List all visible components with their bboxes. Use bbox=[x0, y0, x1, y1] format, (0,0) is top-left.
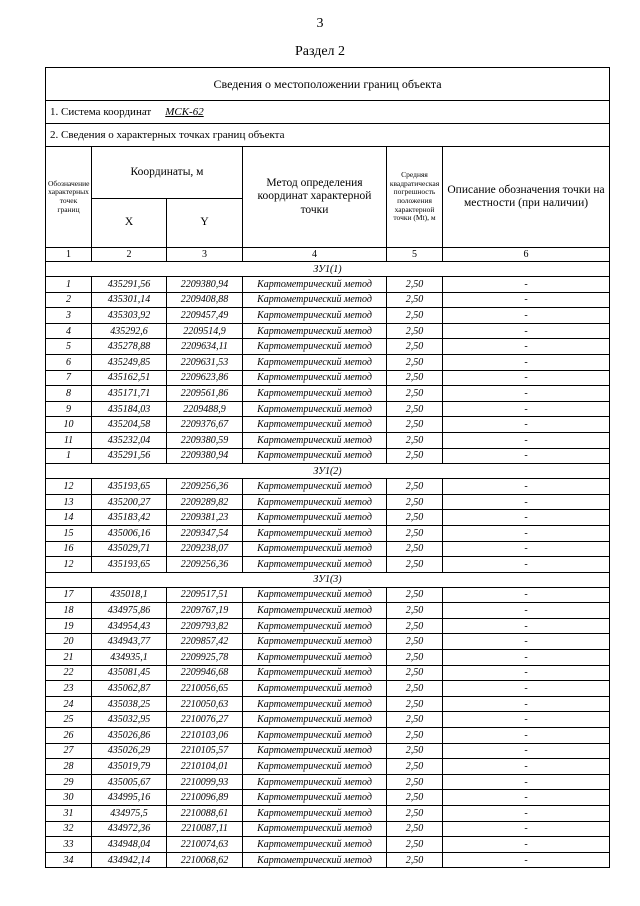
method-cell: Картометрический метод bbox=[243, 494, 387, 510]
mse-cell: 2,50 bbox=[387, 759, 443, 775]
mse-cell: 2,50 bbox=[387, 712, 443, 728]
group-row bbox=[46, 464, 610, 479]
method-cell: Картометрический метод bbox=[243, 323, 387, 339]
group-name: ЗУ1(1) bbox=[46, 262, 610, 277]
table-row bbox=[46, 759, 610, 775]
x-coord-cell: 434942,14 bbox=[92, 852, 167, 868]
mse-cell: 2,50 bbox=[387, 790, 443, 806]
point-id-cell: 30 bbox=[46, 790, 92, 806]
description-cell: - bbox=[443, 323, 610, 339]
description-cell: - bbox=[443, 370, 610, 386]
method-cell: Картометрический метод bbox=[243, 837, 387, 853]
y-coord-cell: 2209857,42 bbox=[167, 634, 243, 650]
table-row bbox=[46, 634, 610, 650]
x-coord-cell: 435026,29 bbox=[92, 743, 167, 759]
table-row bbox=[46, 681, 610, 697]
y-coord-cell: 2210103,06 bbox=[167, 728, 243, 744]
point-id-cell: 25 bbox=[46, 712, 92, 728]
table-row bbox=[46, 308, 610, 324]
description-cell: - bbox=[443, 837, 610, 853]
description-cell: - bbox=[443, 743, 610, 759]
y-coord-cell: 2209289,82 bbox=[167, 494, 243, 510]
table-row bbox=[46, 401, 610, 417]
x-coord-cell: 435081,45 bbox=[92, 665, 167, 681]
y-coord-cell: 2209376,67 bbox=[167, 417, 243, 433]
mse-cell: 2,50 bbox=[387, 837, 443, 853]
point-id-cell: 1 bbox=[46, 448, 92, 464]
description-cell: - bbox=[443, 587, 610, 603]
group-row bbox=[46, 262, 610, 277]
mse-cell: 2,50 bbox=[387, 339, 443, 355]
method-cell: Картометрический метод bbox=[243, 525, 387, 541]
table-row bbox=[46, 650, 610, 666]
y-coord-cell: 2209256,36 bbox=[167, 479, 243, 495]
mse-cell: 2,50 bbox=[387, 308, 443, 324]
description-cell: - bbox=[443, 401, 610, 417]
method-cell: Картометрический метод bbox=[243, 759, 387, 775]
description-cell: - bbox=[443, 525, 610, 541]
point-id-cell: 10 bbox=[46, 417, 92, 433]
method-cell: Картометрический метод bbox=[243, 821, 387, 837]
point-id-cell: 5 bbox=[46, 339, 92, 355]
method-cell: Картометрический метод bbox=[243, 743, 387, 759]
x-coord-cell: 435006,16 bbox=[92, 525, 167, 541]
y-coord-cell: 2209631,53 bbox=[167, 354, 243, 370]
description-cell: - bbox=[443, 308, 610, 324]
method-cell: Картометрический метод bbox=[243, 308, 387, 324]
col-number: 4 bbox=[243, 248, 387, 262]
table-row bbox=[46, 323, 610, 339]
mse-cell: 2,50 bbox=[387, 806, 443, 822]
y-coord-cell: 2209946,68 bbox=[167, 665, 243, 681]
x-coord-cell: 435029,71 bbox=[92, 541, 167, 557]
table-row bbox=[46, 821, 610, 837]
description-cell: - bbox=[443, 603, 610, 619]
mse-cell: 2,50 bbox=[387, 386, 443, 402]
y-coord-cell: 2209925,78 bbox=[167, 650, 243, 666]
mse-cell: 2,50 bbox=[387, 650, 443, 666]
table-row bbox=[46, 603, 610, 619]
method-cell: Картометрический метод bbox=[243, 448, 387, 464]
description-cell: - bbox=[443, 354, 610, 370]
method-cell: Картометрический метод bbox=[243, 479, 387, 495]
y-coord-cell: 2210056,65 bbox=[167, 681, 243, 697]
x-coord-cell: 435193,65 bbox=[92, 557, 167, 573]
description-cell: - bbox=[443, 681, 610, 697]
mse-cell: 2,50 bbox=[387, 323, 443, 339]
description-cell: - bbox=[443, 479, 610, 495]
x-coord-cell: 435032,95 bbox=[92, 712, 167, 728]
mse-cell: 2,50 bbox=[387, 774, 443, 790]
header-method: Метод определения координат характерной точки bbox=[243, 147, 387, 248]
x-coord-cell: 435292,6 bbox=[92, 323, 167, 339]
y-coord-cell: 2209347,54 bbox=[167, 525, 243, 541]
table-row bbox=[46, 386, 610, 402]
point-id-cell: 21 bbox=[46, 650, 92, 666]
y-coord-cell: 2209380,94 bbox=[167, 277, 243, 293]
y-coord-cell: 2210076,27 bbox=[167, 712, 243, 728]
table-row bbox=[46, 806, 610, 822]
table-row bbox=[46, 790, 610, 806]
method-cell: Картометрический метод bbox=[243, 728, 387, 744]
mse-cell: 2,50 bbox=[387, 448, 443, 464]
method-cell: Картометрический метод bbox=[243, 557, 387, 573]
table-row bbox=[46, 852, 610, 868]
table-row bbox=[46, 448, 610, 464]
mse-cell: 2,50 bbox=[387, 681, 443, 697]
y-coord-cell: 2210105,57 bbox=[167, 743, 243, 759]
table-row bbox=[46, 510, 610, 526]
y-coord-cell: 2209767,19 bbox=[167, 603, 243, 619]
coord-system-value: МСК-62 bbox=[165, 106, 204, 118]
x-coord-cell: 435019,79 bbox=[92, 759, 167, 775]
point-id-cell: 18 bbox=[46, 603, 92, 619]
y-coord-cell: 2209408,88 bbox=[167, 292, 243, 308]
y-coord-cell: 2209623,86 bbox=[167, 370, 243, 386]
mse-cell: 2,50 bbox=[387, 417, 443, 433]
description-cell: - bbox=[443, 557, 610, 573]
description-cell: - bbox=[443, 417, 610, 433]
table-row bbox=[46, 494, 610, 510]
y-coord-cell: 2209517,51 bbox=[167, 587, 243, 603]
method-cell: Картометрический метод bbox=[243, 354, 387, 370]
y-coord-cell: 2209256,36 bbox=[167, 557, 243, 573]
y-coord-cell: 2209457,49 bbox=[167, 308, 243, 324]
mse-cell: 2,50 bbox=[387, 494, 443, 510]
x-coord-cell: 434935,1 bbox=[92, 650, 167, 666]
point-id-cell: 26 bbox=[46, 728, 92, 744]
mse-cell: 2,50 bbox=[387, 525, 443, 541]
table-row bbox=[46, 665, 610, 681]
x-coord-cell: 434995,16 bbox=[92, 790, 167, 806]
method-cell: Картометрический метод bbox=[243, 277, 387, 293]
header-y: Y bbox=[167, 199, 243, 248]
method-cell: Картометрический метод bbox=[243, 665, 387, 681]
x-coord-cell: 435204,58 bbox=[92, 417, 167, 433]
table-row bbox=[46, 618, 610, 634]
mse-cell: 2,50 bbox=[387, 370, 443, 386]
header-coordinates: Координаты, м bbox=[92, 147, 243, 199]
method-cell: Картометрический метод bbox=[243, 587, 387, 603]
point-id-cell: 19 bbox=[46, 618, 92, 634]
y-coord-cell: 2210050,63 bbox=[167, 696, 243, 712]
x-coord-cell: 435005,67 bbox=[92, 774, 167, 790]
y-coord-cell: 2210074,63 bbox=[167, 837, 243, 853]
y-coord-cell: 2209380,94 bbox=[167, 448, 243, 464]
description-cell: - bbox=[443, 650, 610, 666]
table-row bbox=[46, 696, 610, 712]
mse-cell: 2,50 bbox=[387, 603, 443, 619]
method-cell: Картометрический метод bbox=[243, 417, 387, 433]
page-number: 3 bbox=[316, 16, 324, 31]
table-row bbox=[46, 557, 610, 573]
method-cell: Картометрический метод bbox=[243, 370, 387, 386]
description-cell: - bbox=[443, 852, 610, 868]
y-coord-cell: 2209488,9 bbox=[167, 401, 243, 417]
table-row bbox=[46, 774, 610, 790]
table-row bbox=[46, 541, 610, 557]
coord-system-row bbox=[46, 101, 610, 124]
mse-cell: 2,50 bbox=[387, 557, 443, 573]
method-cell: Картометрический метод bbox=[243, 510, 387, 526]
point-id-cell: 1 bbox=[46, 277, 92, 293]
method-cell: Картометрический метод bbox=[243, 806, 387, 822]
mse-cell: 2,50 bbox=[387, 277, 443, 293]
table-row bbox=[46, 525, 610, 541]
x-coord-cell: 435062,87 bbox=[92, 681, 167, 697]
table-row bbox=[46, 432, 610, 448]
mse-cell: 2,50 bbox=[387, 618, 443, 634]
y-coord-cell: 2209238,07 bbox=[167, 541, 243, 557]
col-number: 5 bbox=[387, 248, 443, 262]
y-coord-cell: 2209380,59 bbox=[167, 432, 243, 448]
method-cell: Картометрический метод bbox=[243, 696, 387, 712]
point-id-cell: 13 bbox=[46, 494, 92, 510]
method-cell: Картометрический метод bbox=[243, 618, 387, 634]
point-id-cell: 17 bbox=[46, 587, 92, 603]
x-coord-cell: 435291,56 bbox=[92, 448, 167, 464]
description-cell: - bbox=[443, 774, 610, 790]
description-cell: - bbox=[443, 790, 610, 806]
group-name: ЗУ1(3) bbox=[46, 572, 610, 587]
x-coord-cell: 434954,43 bbox=[92, 618, 167, 634]
table-row bbox=[46, 370, 610, 386]
point-id-cell: 27 bbox=[46, 743, 92, 759]
x-coord-cell: 435183,42 bbox=[92, 510, 167, 526]
table-banner: Сведения о местоположении границ объекта bbox=[46, 68, 610, 101]
point-id-cell: 23 bbox=[46, 681, 92, 697]
x-coord-cell: 434972,36 bbox=[92, 821, 167, 837]
method-cell: Картометрический метод bbox=[243, 712, 387, 728]
mse-cell: 2,50 bbox=[387, 510, 443, 526]
point-id-cell: 31 bbox=[46, 806, 92, 822]
method-cell: Картометрический метод bbox=[243, 790, 387, 806]
table-row bbox=[46, 712, 610, 728]
mse-cell: 2,50 bbox=[387, 696, 443, 712]
col-number: 1 bbox=[46, 248, 92, 262]
description-cell: - bbox=[443, 665, 610, 681]
description-cell: - bbox=[443, 292, 610, 308]
header-x: X bbox=[92, 199, 167, 248]
point-id-cell: 2 bbox=[46, 292, 92, 308]
mse-cell: 2,50 bbox=[387, 401, 443, 417]
point-id-cell: 28 bbox=[46, 759, 92, 775]
y-coord-cell: 2210088,61 bbox=[167, 806, 243, 822]
table-row bbox=[46, 837, 610, 853]
column-number-row bbox=[46, 248, 610, 262]
y-coord-cell: 2210068,62 bbox=[167, 852, 243, 868]
boundary-table bbox=[45, 67, 610, 868]
x-coord-cell: 435303,92 bbox=[92, 308, 167, 324]
x-coord-cell: 435018,1 bbox=[92, 587, 167, 603]
point-id-cell: 14 bbox=[46, 510, 92, 526]
header-mse: Средняя квадратическая погрешность положения характерной точки (Mt), м bbox=[387, 147, 443, 248]
method-cell: Картометрический метод bbox=[243, 774, 387, 790]
method-cell: Картометрический метод bbox=[243, 681, 387, 697]
point-id-cell: 3 bbox=[46, 308, 92, 324]
x-coord-cell: 434943,77 bbox=[92, 634, 167, 650]
mse-cell: 2,50 bbox=[387, 852, 443, 868]
method-cell: Картометрический метод bbox=[243, 650, 387, 666]
description-cell: - bbox=[443, 806, 610, 822]
point-id-cell: 7 bbox=[46, 370, 92, 386]
mse-cell: 2,50 bbox=[387, 821, 443, 837]
point-id-cell: 12 bbox=[46, 479, 92, 495]
mse-cell: 2,50 bbox=[387, 587, 443, 603]
points-section-label: 2. Сведения о характерных точках границ объекта bbox=[46, 124, 610, 147]
method-cell: Картометрический метод bbox=[243, 603, 387, 619]
point-id-cell: 29 bbox=[46, 774, 92, 790]
description-cell: - bbox=[443, 494, 610, 510]
header-point-designation: Обозначение характерных точек границ bbox=[46, 147, 92, 248]
x-coord-cell: 435193,65 bbox=[92, 479, 167, 495]
y-coord-cell: 2209514,9 bbox=[167, 323, 243, 339]
table-row bbox=[46, 277, 610, 293]
method-cell: Картометрический метод bbox=[243, 852, 387, 868]
description-cell: - bbox=[443, 510, 610, 526]
coord-system-label: 1. Система координат bbox=[50, 106, 152, 118]
mse-cell: 2,50 bbox=[387, 479, 443, 495]
method-cell: Картометрический метод bbox=[243, 386, 387, 402]
y-coord-cell: 2210087,11 bbox=[167, 821, 243, 837]
y-coord-cell: 2209634,11 bbox=[167, 339, 243, 355]
x-coord-cell: 435038,25 bbox=[92, 696, 167, 712]
point-id-cell: 32 bbox=[46, 821, 92, 837]
table-row bbox=[46, 292, 610, 308]
description-cell: - bbox=[443, 618, 610, 634]
x-coord-cell: 435200,27 bbox=[92, 494, 167, 510]
description-cell: - bbox=[443, 339, 610, 355]
description-cell: - bbox=[443, 696, 610, 712]
y-coord-cell: 2209561,86 bbox=[167, 386, 243, 402]
description-cell: - bbox=[443, 541, 610, 557]
point-id-cell: 6 bbox=[46, 354, 92, 370]
point-id-cell: 20 bbox=[46, 634, 92, 650]
method-cell: Картометрический метод bbox=[243, 541, 387, 557]
section-title: Раздел 2 bbox=[294, 44, 346, 59]
mse-cell: 2,50 bbox=[387, 634, 443, 650]
description-cell: - bbox=[443, 448, 610, 464]
mse-cell: 2,50 bbox=[387, 541, 443, 557]
method-cell: Картометрический метод bbox=[243, 339, 387, 355]
x-coord-cell: 435162,51 bbox=[92, 370, 167, 386]
group-name: ЗУ1(2) bbox=[46, 464, 610, 479]
point-id-cell: 15 bbox=[46, 525, 92, 541]
point-id-cell: 33 bbox=[46, 837, 92, 853]
y-coord-cell: 2210104,01 bbox=[167, 759, 243, 775]
table-row bbox=[46, 479, 610, 495]
description-cell: - bbox=[443, 821, 610, 837]
point-id-cell: 4 bbox=[46, 323, 92, 339]
header-description: Описание обозначения точки на местности (при наличии) bbox=[443, 147, 610, 248]
x-coord-cell: 435301,14 bbox=[92, 292, 167, 308]
x-coord-cell: 435184,03 bbox=[92, 401, 167, 417]
y-coord-cell: 2209793,82 bbox=[167, 618, 243, 634]
mse-cell: 2,50 bbox=[387, 728, 443, 744]
x-coord-cell: 435232,04 bbox=[92, 432, 167, 448]
table-row bbox=[46, 728, 610, 744]
description-cell: - bbox=[443, 277, 610, 293]
x-coord-cell: 435278,88 bbox=[92, 339, 167, 355]
description-cell: - bbox=[443, 759, 610, 775]
x-coord-cell: 434975,5 bbox=[92, 806, 167, 822]
description-cell: - bbox=[443, 634, 610, 650]
point-id-cell: 11 bbox=[46, 432, 92, 448]
x-coord-cell: 435291,56 bbox=[92, 277, 167, 293]
mse-cell: 2,50 bbox=[387, 665, 443, 681]
y-coord-cell: 2210096,89 bbox=[167, 790, 243, 806]
method-cell: Картометрический метод bbox=[243, 432, 387, 448]
method-cell: Картометрический метод bbox=[243, 292, 387, 308]
description-cell: - bbox=[443, 432, 610, 448]
mse-cell: 2,50 bbox=[387, 354, 443, 370]
mse-cell: 2,50 bbox=[387, 432, 443, 448]
col-number: 2 bbox=[92, 248, 167, 262]
mse-cell: 2,50 bbox=[387, 292, 443, 308]
group-row bbox=[46, 572, 610, 587]
method-cell: Картометрический метод bbox=[243, 634, 387, 650]
description-cell: - bbox=[443, 712, 610, 728]
point-id-cell: 22 bbox=[46, 665, 92, 681]
x-coord-cell: 434975,86 bbox=[92, 603, 167, 619]
table-row bbox=[46, 587, 610, 603]
col-number: 6 bbox=[443, 248, 610, 262]
x-coord-cell: 435171,71 bbox=[92, 386, 167, 402]
description-cell: - bbox=[443, 386, 610, 402]
point-id-cell: 9 bbox=[46, 401, 92, 417]
table-row bbox=[46, 354, 610, 370]
description-cell: - bbox=[443, 728, 610, 744]
table-row bbox=[46, 743, 610, 759]
x-coord-cell: 434948,04 bbox=[92, 837, 167, 853]
x-coord-cell: 435249,85 bbox=[92, 354, 167, 370]
point-id-cell: 24 bbox=[46, 696, 92, 712]
table-row bbox=[46, 417, 610, 433]
x-coord-cell: 435026,86 bbox=[92, 728, 167, 744]
mse-cell: 2,50 bbox=[387, 743, 443, 759]
point-id-cell: 12 bbox=[46, 557, 92, 573]
method-cell: Картометрический метод bbox=[243, 401, 387, 417]
point-id-cell: 8 bbox=[46, 386, 92, 402]
y-coord-cell: 2209381,23 bbox=[167, 510, 243, 526]
point-id-cell: 34 bbox=[46, 852, 92, 868]
col-number: 3 bbox=[167, 248, 243, 262]
table-row bbox=[46, 339, 610, 355]
point-id-cell: 16 bbox=[46, 541, 92, 557]
y-coord-cell: 2210099,93 bbox=[167, 774, 243, 790]
